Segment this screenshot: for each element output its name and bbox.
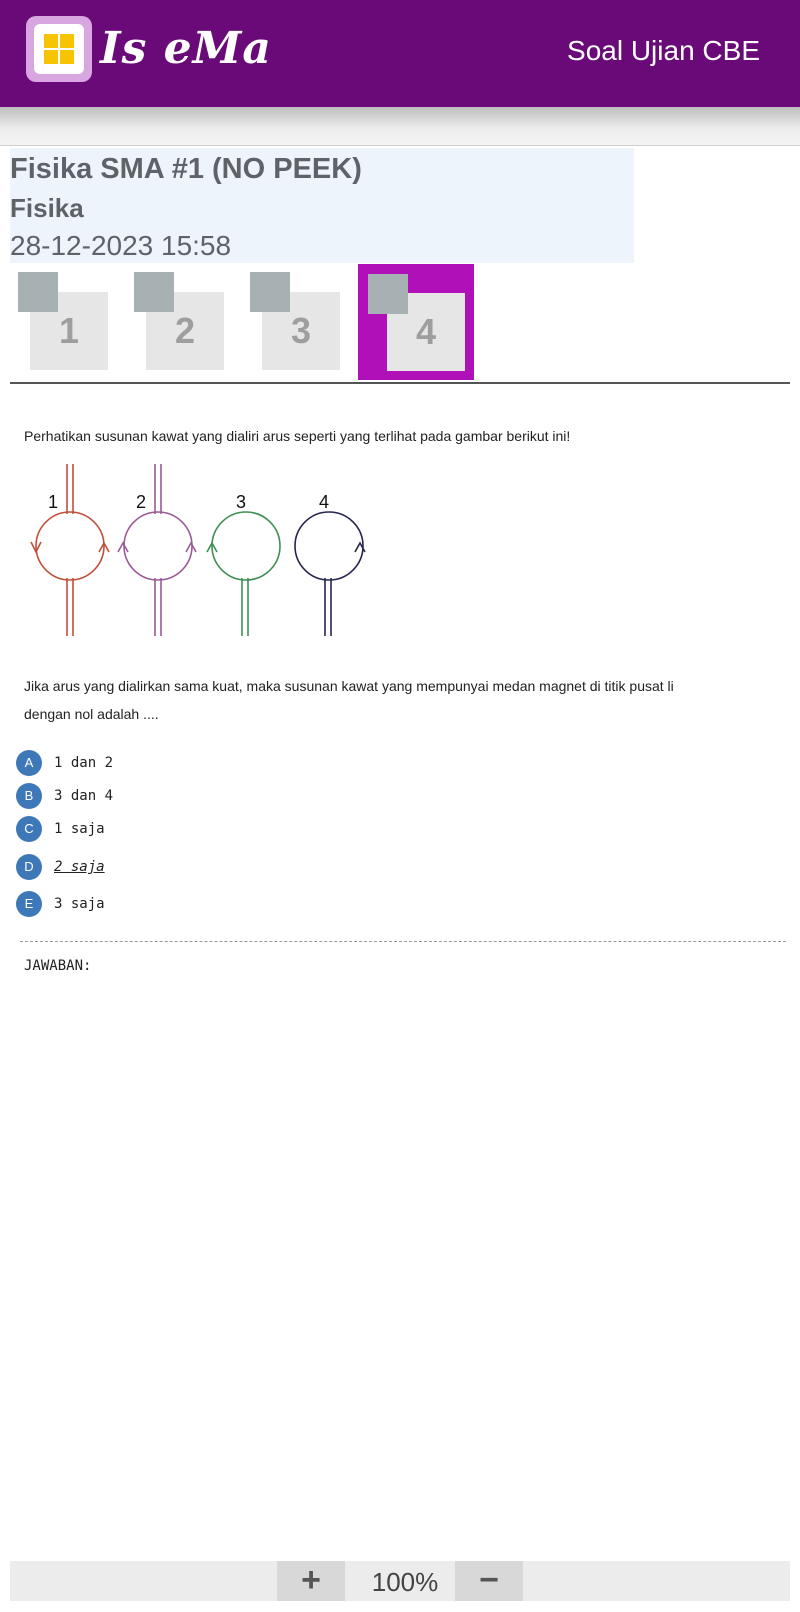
figure-label-1: 1: [48, 492, 59, 512]
question-tab-1[interactable]: [10, 264, 126, 380]
question-tab-3[interactable]: [242, 264, 358, 380]
wire-loops-figure: [22, 460, 382, 640]
option-letter: A: [16, 750, 42, 776]
question-tab-4[interactable]: [358, 264, 474, 380]
figure-label-2: 2: [136, 492, 147, 512]
question-tab-2[interactable]: [126, 264, 242, 380]
question-prompt: [24, 672, 729, 728]
question-prompt-line-1: Jika arus yang dialirkan sama kuat, maka susunan kawat yang mempunyai medan magnet di titik pusat li: [24, 678, 674, 694]
option-letter: D: [16, 854, 42, 880]
zoom-in-button[interactable]: +: [277, 1561, 345, 1601]
logo-inner: [34, 24, 84, 74]
loop-3: [207, 512, 280, 636]
question-prompt-line-2: dengan nol adalah ....: [24, 706, 159, 722]
exam-subject: Fisika: [10, 193, 84, 223]
figure-label-4: 4: [319, 492, 330, 512]
tab-status-marker: [368, 274, 408, 314]
option-text: 1 saja: [54, 821, 105, 837]
figure-label-3: 3: [236, 492, 247, 512]
tab-status-marker: [250, 272, 290, 312]
exam-datetime: 28-12-2023 15:58: [10, 230, 232, 261]
option-letter: C: [16, 816, 42, 842]
question-tab-label: 3: [262, 292, 340, 370]
zoom-bar: [10, 1561, 790, 1601]
option-text: 3 saja: [54, 896, 105, 912]
logo-grid: [44, 34, 74, 64]
loop-1: [31, 464, 109, 636]
loop-2: [118, 464, 196, 636]
question-tab-label: 1: [30, 292, 108, 370]
loop-4: [295, 512, 365, 636]
tab-status-marker: [134, 272, 174, 312]
exam-info: [10, 148, 634, 263]
option-text-selected: 2 saja: [54, 859, 105, 875]
option-letter: B: [16, 783, 42, 809]
app-grid-icon[interactable]: [26, 16, 92, 82]
app-brand: Is eMa: [100, 23, 272, 74]
option-letter: E: [16, 891, 42, 917]
appbar-shadow: [0, 107, 800, 146]
answer-separator: [20, 941, 786, 942]
app-bar: [0, 0, 800, 107]
exam-title: Fisika SMA #1 (NO PEEK): [10, 153, 362, 185]
divider: [10, 382, 790, 384]
answer-label: JAWABAN:: [24, 958, 92, 974]
zoom-level: 100%: [371, 1567, 439, 1597]
app-title: Soal Ujian CBE: [567, 35, 760, 66]
question-intro: Perhatikan susunan kawat yang dialiri arus seperti yang terlihat pada gambar berikut ini!: [24, 428, 571, 444]
zoom-out-button[interactable]: −: [455, 1561, 523, 1601]
question-tab-label: 4: [387, 293, 465, 371]
question-tab-label: 2: [146, 292, 224, 370]
option-text: 3 dan 4: [54, 788, 114, 804]
tab-status-marker: [18, 272, 58, 312]
option-text: 1 dan 2: [54, 755, 114, 771]
